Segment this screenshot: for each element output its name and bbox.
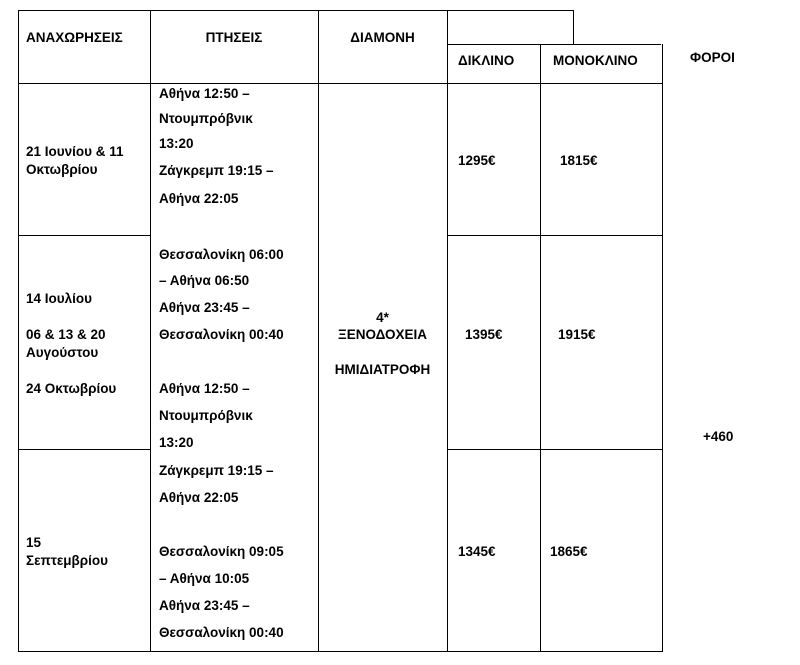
col-divider-hotel bbox=[447, 10, 448, 652]
row-3-single-price: 1865€ bbox=[550, 544, 588, 559]
row-3-double-price: 1345€ bbox=[458, 544, 496, 559]
flight-line: Αθήνα 23:45 – bbox=[159, 598, 250, 613]
row-1-double-price: 1295€ bbox=[458, 153, 496, 168]
flight-line: Θεσσαλονίκη 09:05 bbox=[159, 544, 284, 559]
flight-line: Αθήνα 12:50 – bbox=[159, 86, 250, 101]
col-divider-top-stub bbox=[573, 10, 574, 45]
subheader-line bbox=[447, 44, 661, 45]
header-double: ΔΙΚΛΙΝΟ bbox=[458, 53, 515, 68]
flight-line: Ντουμπρόβνικ bbox=[159, 111, 253, 126]
row-divider-2-right bbox=[447, 449, 663, 450]
flight-line: – Αθήνα 10:05 bbox=[159, 571, 250, 586]
row-2-single-price: 1915€ bbox=[558, 327, 596, 342]
table-border-top bbox=[18, 10, 573, 11]
flight-line: 13:20 bbox=[159, 435, 194, 450]
row-divider-1-right bbox=[447, 235, 663, 236]
row-2-date-line-1: 14 Ιουλίου bbox=[26, 291, 92, 306]
table-border-left bbox=[18, 10, 19, 652]
flight-line: – Αθήνα 06:50 bbox=[159, 273, 250, 288]
flight-line: Αθήνα 22:05 bbox=[159, 191, 239, 206]
header-departures: ΑΝΑΧΩΡΗΣΕΙΣ bbox=[26, 30, 123, 45]
header-bottom-line bbox=[18, 83, 663, 84]
flight-line: Αθήνα 12:50 – bbox=[159, 381, 250, 396]
flight-line: Θεσσαλονίκη 00:40 bbox=[159, 625, 284, 640]
row-2-date-line-3: Αυγούστου bbox=[26, 345, 99, 360]
row-2-date-line-4: 24 Οκτωβρίου bbox=[26, 381, 117, 396]
row-1-single-price: 1815€ bbox=[560, 153, 598, 168]
header-accommodation: ΔΙΑΜΟΝΗ bbox=[350, 30, 415, 45]
header-single: ΜΟΝΟΚΛΙΝΟ bbox=[553, 53, 638, 68]
flight-line: Αθήνα 23:45 – bbox=[159, 300, 250, 315]
row-divider-2-left bbox=[18, 449, 150, 450]
header-taxes: ΦΟΡΟΙ bbox=[690, 50, 735, 65]
row-divider-1-left bbox=[18, 235, 150, 236]
flight-line: Θεσσαλονίκη 06:00 bbox=[159, 247, 284, 262]
col-divider-single bbox=[662, 44, 663, 652]
flight-line: 13:20 bbox=[159, 136, 194, 151]
accommodation-hotels: ΞΕΝΟΔΟΧΕΙΑ bbox=[338, 327, 427, 342]
row-3-date-line-1: 15 bbox=[26, 535, 42, 550]
col-divider-dates bbox=[150, 10, 151, 652]
accommodation-stars: 4* bbox=[376, 310, 389, 325]
row-3-date-line-2: Σεπτεμβρίου bbox=[26, 553, 108, 568]
header-flights: ΠΤΗΣΕΙΣ bbox=[205, 30, 263, 45]
table-border-bottom bbox=[18, 651, 663, 652]
taxes-value: +460 bbox=[703, 429, 734, 444]
row-1-date-line-1: 21 Ιουνίου & 11 bbox=[26, 144, 124, 159]
flight-line: Ζάγκρεμπ 19:15 – bbox=[159, 163, 274, 178]
row-2-double-price: 1395€ bbox=[465, 327, 503, 342]
accommodation-board: ΗΜΙΔΙΑΤΡΟΦΗ bbox=[334, 362, 431, 377]
row-1-date-line-2: Οκτωβρίου bbox=[26, 162, 98, 177]
flight-line: Θεσσαλονίκη 00:40 bbox=[159, 327, 284, 342]
flight-line: Ζάγκρεμπ 19:15 – bbox=[159, 463, 274, 478]
col-divider-double bbox=[540, 44, 541, 652]
flight-line: Αθήνα 22:05 bbox=[159, 490, 239, 505]
row-2-date-line-2: 06 & 13 & 20 bbox=[26, 327, 106, 342]
flight-line: Ντουμπρόβνικ bbox=[159, 408, 253, 423]
